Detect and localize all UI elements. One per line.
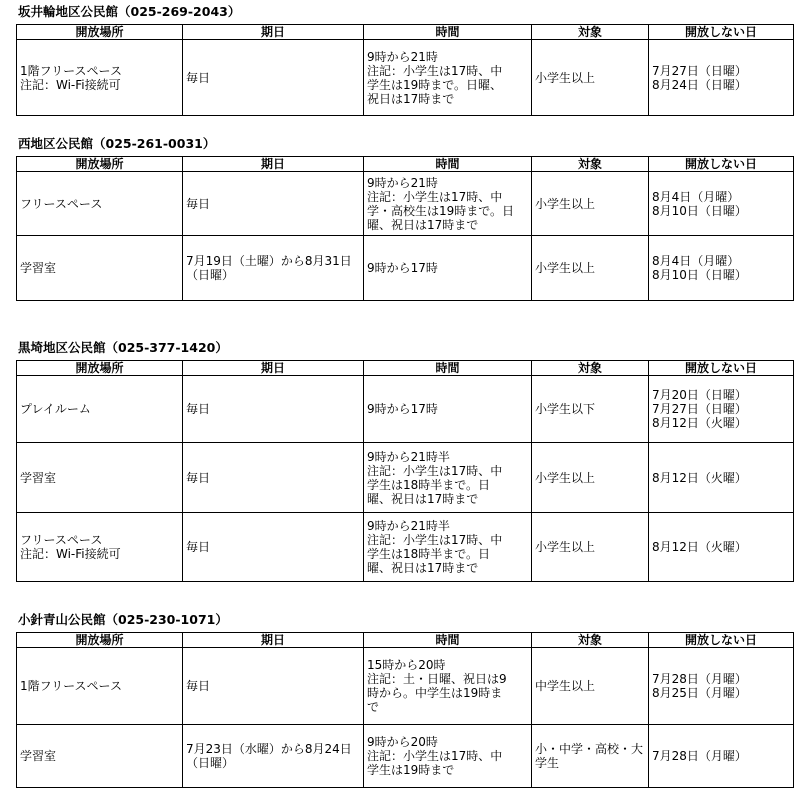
cell-text: 学生は18時半まで。日 (367, 547, 491, 561)
cell-time (364, 172, 532, 236)
cell-date (183, 376, 364, 443)
cell-date (183, 648, 364, 725)
column-header: 期日 (183, 25, 364, 40)
schedule-table (16, 360, 794, 582)
column-header: 開放場所 (17, 25, 183, 40)
cell-text: 7月27日（日曜） (652, 402, 747, 416)
cell-closed (649, 725, 794, 788)
cell-text: 学生は18時半まで。日 (367, 477, 491, 492)
column-header: 対象 (532, 361, 649, 376)
cell-place (17, 40, 183, 116)
column-header: 開放しない日 (649, 633, 794, 648)
cell-text: フリースペース (20, 533, 103, 547)
cell-closed (649, 376, 794, 443)
cell-text: 15時から20時 (367, 658, 446, 672)
column-header: 対象 (532, 633, 649, 648)
schedule-table (16, 632, 794, 788)
cell-place (17, 725, 183, 788)
cell-text: 9時から20時 (367, 735, 438, 749)
cell-place (17, 376, 183, 443)
cell-text: 8月10日（日曜） (652, 268, 747, 282)
cell-text: （日曜） (186, 756, 235, 770)
cell-text: 中学生以上 (535, 679, 596, 693)
cell-text: 8月24日（日曜） (652, 77, 747, 92)
cell-text: 学生 (535, 756, 560, 770)
cell-text: 8月4日（月曜） (652, 189, 740, 204)
cell-date (183, 443, 364, 513)
cell-time (364, 513, 532, 582)
cell-text: 8月12日（火曜） (652, 416, 747, 430)
cell-text: 祝日は17時まで (367, 91, 455, 106)
cell-time (364, 725, 532, 788)
cell-text: 小学生以上 (535, 70, 596, 85)
table-row (17, 376, 794, 443)
column-header: 時間 (364, 157, 532, 172)
column-header: 時間 (364, 633, 532, 648)
cell-text: 学習室 (20, 470, 57, 485)
cell-target (532, 172, 649, 236)
cell-text: 7月19日（土曜）から8月31日 (186, 254, 352, 268)
cell-time (364, 236, 532, 301)
cell-place (17, 513, 183, 582)
cell-target (532, 443, 649, 513)
cell-text: プレイルーム (20, 402, 91, 416)
table-row (17, 172, 794, 236)
cell-text: 7月20日（日曜） (652, 388, 747, 402)
schedule-table (16, 24, 794, 116)
cell-time (364, 443, 532, 513)
cell-place (17, 443, 183, 513)
cell-text: 学生は19時まで。日曜、 (367, 77, 503, 92)
cell-text: 毎日 (186, 402, 211, 416)
facility-title: 黒埼地区公民館（025-377-1420） (18, 340, 228, 355)
cell-closed (649, 513, 794, 582)
table-row (17, 648, 794, 725)
cell-text: 7月28日（月曜） (652, 749, 747, 763)
cell-text: 学・高校生は19時まで。日 (367, 203, 515, 218)
table-row (17, 725, 794, 788)
cell-text: 9時から21時 (367, 49, 438, 64)
cell-text: 曜、祝日は17時まで (367, 491, 479, 506)
cell-text: 学習室 (20, 261, 57, 275)
column-header: 開放場所 (17, 157, 183, 172)
cell-text: フリースペース (20, 196, 103, 211)
cell-text: 注記：土・日曜、祝日は9 (367, 672, 507, 686)
column-header: 開放しない日 (649, 361, 794, 376)
cell-text: 小学生以上 (535, 196, 596, 211)
cell-text: 9時から17時 (367, 261, 438, 275)
cell-text: 8月10日（日曜） (652, 203, 747, 218)
column-header: 期日 (183, 633, 364, 648)
cell-closed (649, 236, 794, 301)
cell-target (532, 376, 649, 443)
cell-date (183, 513, 364, 582)
cell-closed (649, 40, 794, 116)
table-header-row (17, 361, 794, 376)
cell-text: 小学生以上 (535, 470, 596, 485)
cell-text: 注記：小学生は17時、中 (367, 749, 503, 763)
cell-text: 8月25日（月曜） (652, 686, 747, 700)
cell-text: 毎日 (186, 540, 211, 554)
cell-closed (649, 648, 794, 725)
table-header-row (17, 633, 794, 648)
cell-text: 毎日 (186, 196, 211, 211)
cell-text: 注記：Wi-Fi接続可 (20, 77, 121, 92)
cell-closed (649, 172, 794, 236)
facility-title: 小針青山公民館（025-230-1071） (18, 612, 228, 627)
cell-time (364, 648, 532, 725)
cell-target (532, 513, 649, 582)
cell-target (532, 725, 649, 788)
cell-date (183, 172, 364, 236)
facility-title: 西地区公民館（025-261-0031） (18, 136, 216, 151)
cell-target (532, 648, 649, 725)
cell-text: 毎日 (186, 70, 211, 85)
cell-text: 9時から17時 (367, 402, 438, 416)
table-row (17, 443, 794, 513)
table-header-row (17, 25, 794, 40)
cell-time (364, 376, 532, 443)
cell-text: 注記：Wi-Fi接続可 (20, 547, 121, 561)
table-row (17, 40, 794, 116)
column-header: 時間 (364, 361, 532, 376)
cell-closed (649, 443, 794, 513)
column-header: 開放しない日 (649, 157, 794, 172)
cell-text: （日曜） (186, 268, 235, 282)
cell-text: 小学生以上 (535, 261, 596, 275)
cell-text: 8月4日（月曜） (652, 254, 740, 268)
column-header: 開放場所 (17, 633, 183, 648)
cell-text: 1階フリースペース (20, 679, 122, 693)
cell-place (17, 648, 183, 725)
schedule-table (16, 156, 794, 301)
facility-title: 坂井輪地区公民館（025-269-2043） (18, 4, 241, 19)
column-header: 期日 (183, 361, 364, 376)
cell-text: 9時から21時半 (367, 449, 450, 464)
cell-text: 曜、祝日は17時まで (367, 217, 479, 232)
table-header-row (17, 157, 794, 172)
cell-text: 毎日 (186, 470, 211, 485)
cell-text: 時から。中学生は19時ま (367, 686, 503, 700)
cell-text: 注記：小学生は17時、中 (367, 533, 503, 547)
cell-text: 注記：小学生は17時、中 (367, 463, 503, 478)
cell-place (17, 236, 183, 301)
cell-text: 学習室 (20, 749, 57, 763)
cell-text: 9時から21時半 (367, 519, 450, 533)
cell-text: 曜、祝日は17時まで (367, 561, 479, 575)
table-row (17, 236, 794, 301)
cell-text: 8月12日（火曜） (652, 540, 747, 554)
cell-text: 9時から21時 (367, 175, 438, 190)
cell-time (364, 40, 532, 116)
column-header: 開放場所 (17, 361, 183, 376)
cell-text: 学生は19時まで (367, 763, 455, 777)
cell-text: 小・中学・高校・大 (535, 742, 644, 756)
table-row (17, 513, 794, 582)
cell-text: 7月28日（月曜） (652, 672, 747, 686)
cell-target (532, 40, 649, 116)
column-header: 対象 (532, 157, 649, 172)
column-header: 時間 (364, 25, 532, 40)
cell-text: 8月12日（火曜） (652, 470, 747, 485)
cell-text: 7月27日（日曜） (652, 63, 747, 78)
cell-target (532, 236, 649, 301)
cell-place (17, 172, 183, 236)
cell-text: 小学生以上 (535, 540, 596, 554)
cell-text: 注記：小学生は17時、中 (367, 189, 503, 204)
cell-text: 注記：小学生は17時、中 (367, 63, 503, 78)
column-header: 対象 (532, 25, 649, 40)
cell-text: 7月23日（水曜）から8月24日 (186, 742, 352, 756)
cell-date (183, 236, 364, 301)
cell-text: 1階フリースペース (20, 63, 122, 78)
cell-date (183, 40, 364, 116)
cell-text: 毎日 (186, 679, 211, 693)
cell-date (183, 725, 364, 788)
cell-text: で (367, 700, 380, 714)
column-header: 期日 (183, 157, 364, 172)
cell-text: 小学生以下 (535, 402, 596, 416)
column-header: 開放しない日 (649, 25, 794, 40)
